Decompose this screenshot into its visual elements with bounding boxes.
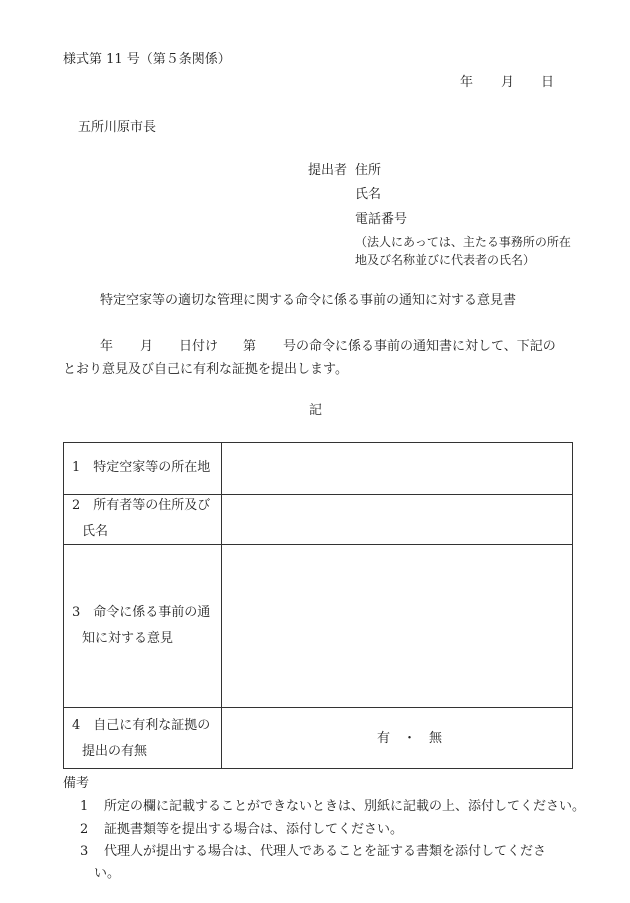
evidence-choice[interactable] — [222, 708, 572, 768]
remark-number: 1 — [80, 799, 89, 814]
table-row-label — [72, 493, 222, 545]
submitter-heading: 提出者 — [308, 163, 348, 178]
date-day: 日 — [541, 75, 555, 90]
document-title: 特定空家等の適切な管理に関する命令に係る事前の通知に対する意見書 — [100, 293, 517, 308]
body-month: 月 — [140, 339, 154, 354]
submitter-note-line2: 地及び名称並びに代表者の氏名） — [355, 253, 536, 267]
table-row-label — [72, 713, 222, 765]
table-row-label — [72, 455, 222, 481]
date-year: 年 — [460, 75, 474, 90]
ki-heading: 記 — [309, 403, 323, 418]
body-dated: 日付け — [179, 339, 219, 354]
remark-number: 3 — [80, 844, 89, 859]
table-cell-value[interactable] — [222, 495, 572, 544]
remark-text: 所定の欄に記載することができないときは、別紙に記載の上、添付してください。 — [104, 799, 586, 814]
submitter-note-line1: （法人にあっては、主たる事務所の所在 — [355, 235, 571, 249]
body-number-prefix: 第 — [243, 339, 257, 354]
remarks-heading: 備考 — [63, 776, 90, 791]
evidence-choice-text: 有 ・ 無 — [377, 731, 443, 746]
remark-text: 証拠書類等を提出する場合は、添付してください。 — [104, 822, 404, 837]
body-year: 年 — [100, 339, 114, 354]
remark-number: 2 — [80, 822, 89, 837]
table-row-label — [72, 600, 222, 652]
details-table — [63, 442, 573, 769]
row-label-line: 氏名 — [82, 524, 109, 539]
row-label-line: 3 命令に係る事前の通 — [72, 605, 211, 620]
form-label: 様式第 11 号（第５条関係） — [63, 52, 231, 67]
body-line1-rest: 号の命令に係る事前の通知書に対して、下記の — [283, 339, 556, 354]
row-label-line: 4 自己に有利な証拠の — [72, 718, 211, 733]
remark-text-continuation: い。 — [94, 866, 121, 881]
table-cell-value[interactable] — [222, 443, 572, 494]
row-label-line: 2 所有者等の住所及び — [72, 498, 211, 513]
name-label: 氏名 — [355, 187, 382, 202]
row-label-line: 1 特定空家等の所在地 — [72, 460, 211, 475]
row-label-line: 知に対する意見 — [82, 631, 174, 646]
row-label-line: 提出の有無 — [82, 744, 148, 759]
body-line2: とおり意見及び自己に有利な証拠を提出します。 — [63, 362, 348, 377]
date-month: 月 — [501, 75, 515, 90]
phone-label: 電話番号 — [355, 212, 408, 227]
table-cell-value[interactable] — [222, 545, 572, 707]
addressee: 五所川原市長 — [78, 120, 157, 135]
remark-text: 代理人が提出する場合は、代理人であることを証する書類を添付してくださ — [104, 844, 547, 859]
address-label: 住所 — [355, 163, 382, 178]
